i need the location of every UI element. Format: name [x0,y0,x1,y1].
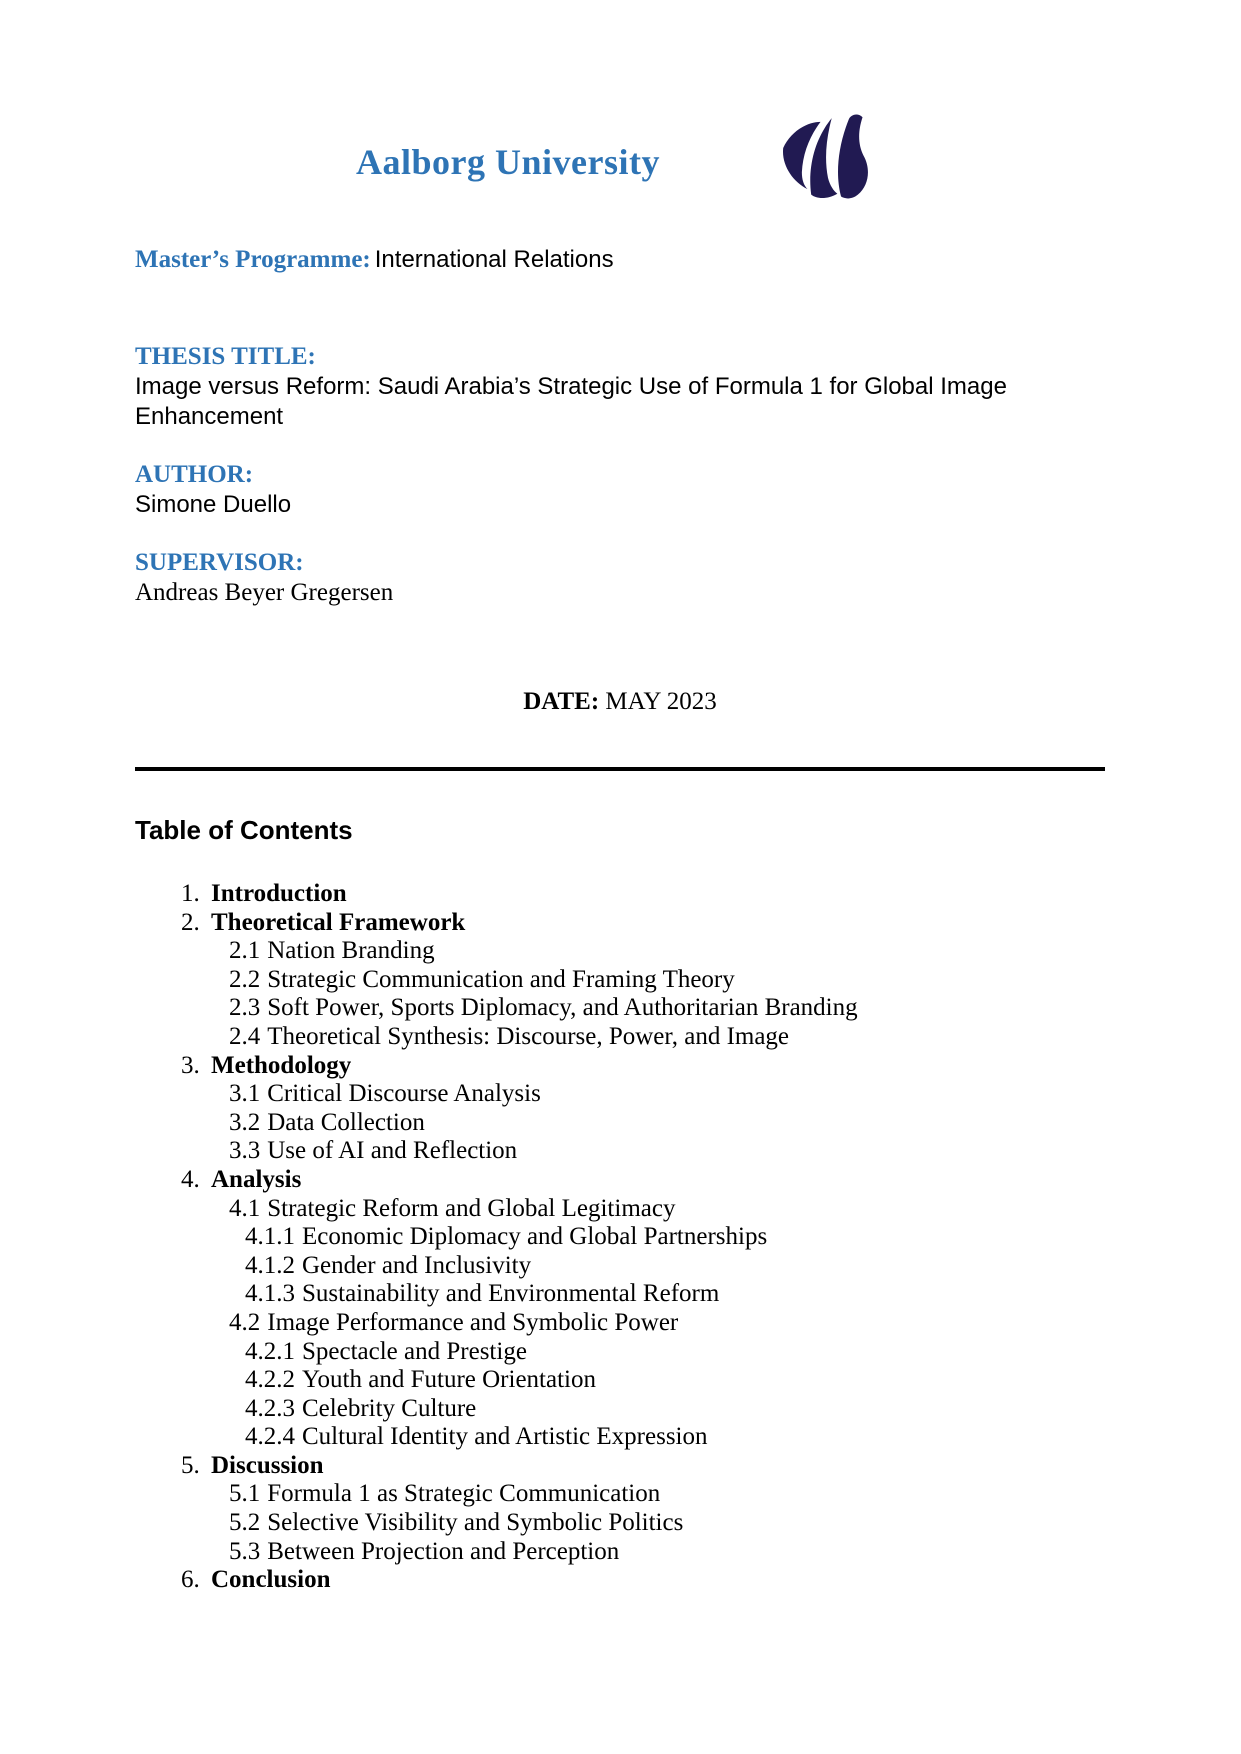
university-title: Aalborg University [356,142,660,182]
author-name: Simone Duello [135,491,292,518]
toc-item-number: 3.2 [229,1108,261,1136]
toc-item-label: Strategic Communication and Framing Theory [267,965,735,993]
toc-item [135,1223,1105,1252]
programme-label: Master’s Programme: [135,246,371,273]
toc-item-label: Methodology [211,1051,352,1079]
toc-item [135,994,1105,1023]
toc-item-number: 3.1 [229,1080,261,1108]
toc-item-number: 2. [181,908,200,936]
author-label: AUTHOR: [135,461,254,488]
toc-item-label: Spectacle and Prestige [302,1337,527,1365]
toc-item-label: Introduction [211,880,347,907]
programme-row [135,245,1105,278]
toc-item [135,1166,1105,1195]
toc-item [135,1309,1105,1338]
toc-item [135,1538,1105,1567]
toc-item [135,1280,1105,1309]
toc-item-label: Between Projection and Perception [267,1537,620,1565]
toc-item-number: 4.2.4 [245,1423,295,1451]
date-label: DATE: [523,688,600,715]
toc-item [135,1566,1105,1595]
date-line [135,687,1105,717]
toc-item [135,1423,1105,1452]
toc-item-label: Data Collection [267,1108,425,1136]
author-section [135,460,1105,520]
toc-item-label: Celebrity Culture [302,1394,477,1422]
toc-item-label: Discussion [211,1451,324,1479]
toc-item-number: 4.1 [229,1194,261,1222]
toc-item-label: Youth and Future Orientation [302,1366,596,1394]
toc-item-number: 3.3 [229,1137,261,1165]
toc-item-number: 4.2 [229,1308,261,1336]
toc-item-label: Critical Discourse Analysis [267,1080,541,1108]
toc-item [135,937,1105,966]
toc-item-label: Analysis [211,1165,302,1193]
supervisor-name: Andreas Beyer Gregersen [135,579,394,606]
toc-item-label: Theoretical Framework [211,908,466,936]
toc-item-number: 2.2 [229,965,261,993]
toc-item-number: 2.1 [229,937,261,965]
toc-item-label: Selective Visibility and Symbolic Politics [267,1509,684,1537]
toc-heading: Table of Contents [135,815,353,845]
toc-item-label: Sustainability and Environmental Reform [302,1280,720,1308]
toc-item-label: Soft Power, Sports Diplomacy, and Authoritarian Branding [267,994,858,1022]
toc-item-number: 3. [181,1051,200,1079]
toc-item [135,1480,1105,1509]
thesis-section [135,342,1105,432]
divider-line [135,767,1105,771]
toc-item [135,1052,1105,1081]
supervisor-label: SUPERVISOR: [135,549,304,576]
toc-item [135,1137,1105,1166]
toc-item [135,1195,1105,1224]
thesis-title-text: Image versus Reform: Saudi Arabia’s Strategic Use of Formula 1 for Global Image Enhancement [135,373,1007,430]
toc-item-number: 5.1 [229,1480,261,1508]
toc-item-number: 4.2.3 [245,1394,295,1422]
toc-item-number: 4.1.2 [245,1251,295,1279]
toc-item-label: Cultural Identity and Artistic Expression [302,1423,708,1451]
toc-item-label: Nation Branding [267,937,435,965]
toc-item-number: 5. [181,1451,200,1479]
toc-item-label: Strategic Reform and Global Legitimacy [267,1194,676,1222]
masthead [135,110,1105,214]
toc-item-label: Image Performance and Symbolic Power [267,1308,679,1336]
toc-item-number: 4.2.1 [245,1337,295,1365]
thesis-title-label: THESIS TITLE: [135,343,316,370]
toc-item-number: 5.2 [229,1509,261,1537]
toc-item [135,1338,1105,1367]
toc-item-label: Economic Diplomacy and Global Partnerships [302,1223,768,1251]
toc-item [135,966,1105,995]
toc-item [135,1080,1105,1109]
toc-list [135,880,1105,1595]
supervisor-section [135,548,1105,608]
toc-item-number: 2.4 [229,1022,261,1050]
toc-item [135,880,1105,909]
toc-item-label: Theoretical Synthesis: Discourse, Power, and Image [267,1022,790,1050]
toc-item-number: 5.3 [229,1537,261,1565]
toc-item-label: Use of AI and Reflection [267,1137,518,1165]
toc-item-label: Conclusion [211,1566,331,1594]
toc-item [135,1109,1105,1138]
toc-item [135,1366,1105,1395]
aau-logo-icon [772,110,884,214]
toc-item [135,1023,1105,1052]
toc-item-label: Gender and Inclusivity [302,1251,532,1279]
toc-item-number: 1. [181,880,200,907]
toc-item-number: 4.1.3 [245,1280,295,1308]
date-value: MAY 2023 [605,688,717,715]
programme-value: International Relations [374,246,614,273]
toc-item-number: 4. [181,1165,200,1193]
toc-item [135,909,1105,938]
toc-item-number: 2.3 [229,994,261,1022]
toc-item [135,1509,1105,1538]
toc-item-number: 4.2.2 [245,1366,295,1394]
toc-item [135,1252,1105,1281]
toc-item-number: 4.1.1 [245,1223,295,1251]
toc-item-label: Formula 1 as Strategic Communication [267,1480,661,1508]
toc-item [135,1452,1105,1481]
toc-item [135,1395,1105,1424]
toc-item-number: 6. [181,1566,200,1594]
